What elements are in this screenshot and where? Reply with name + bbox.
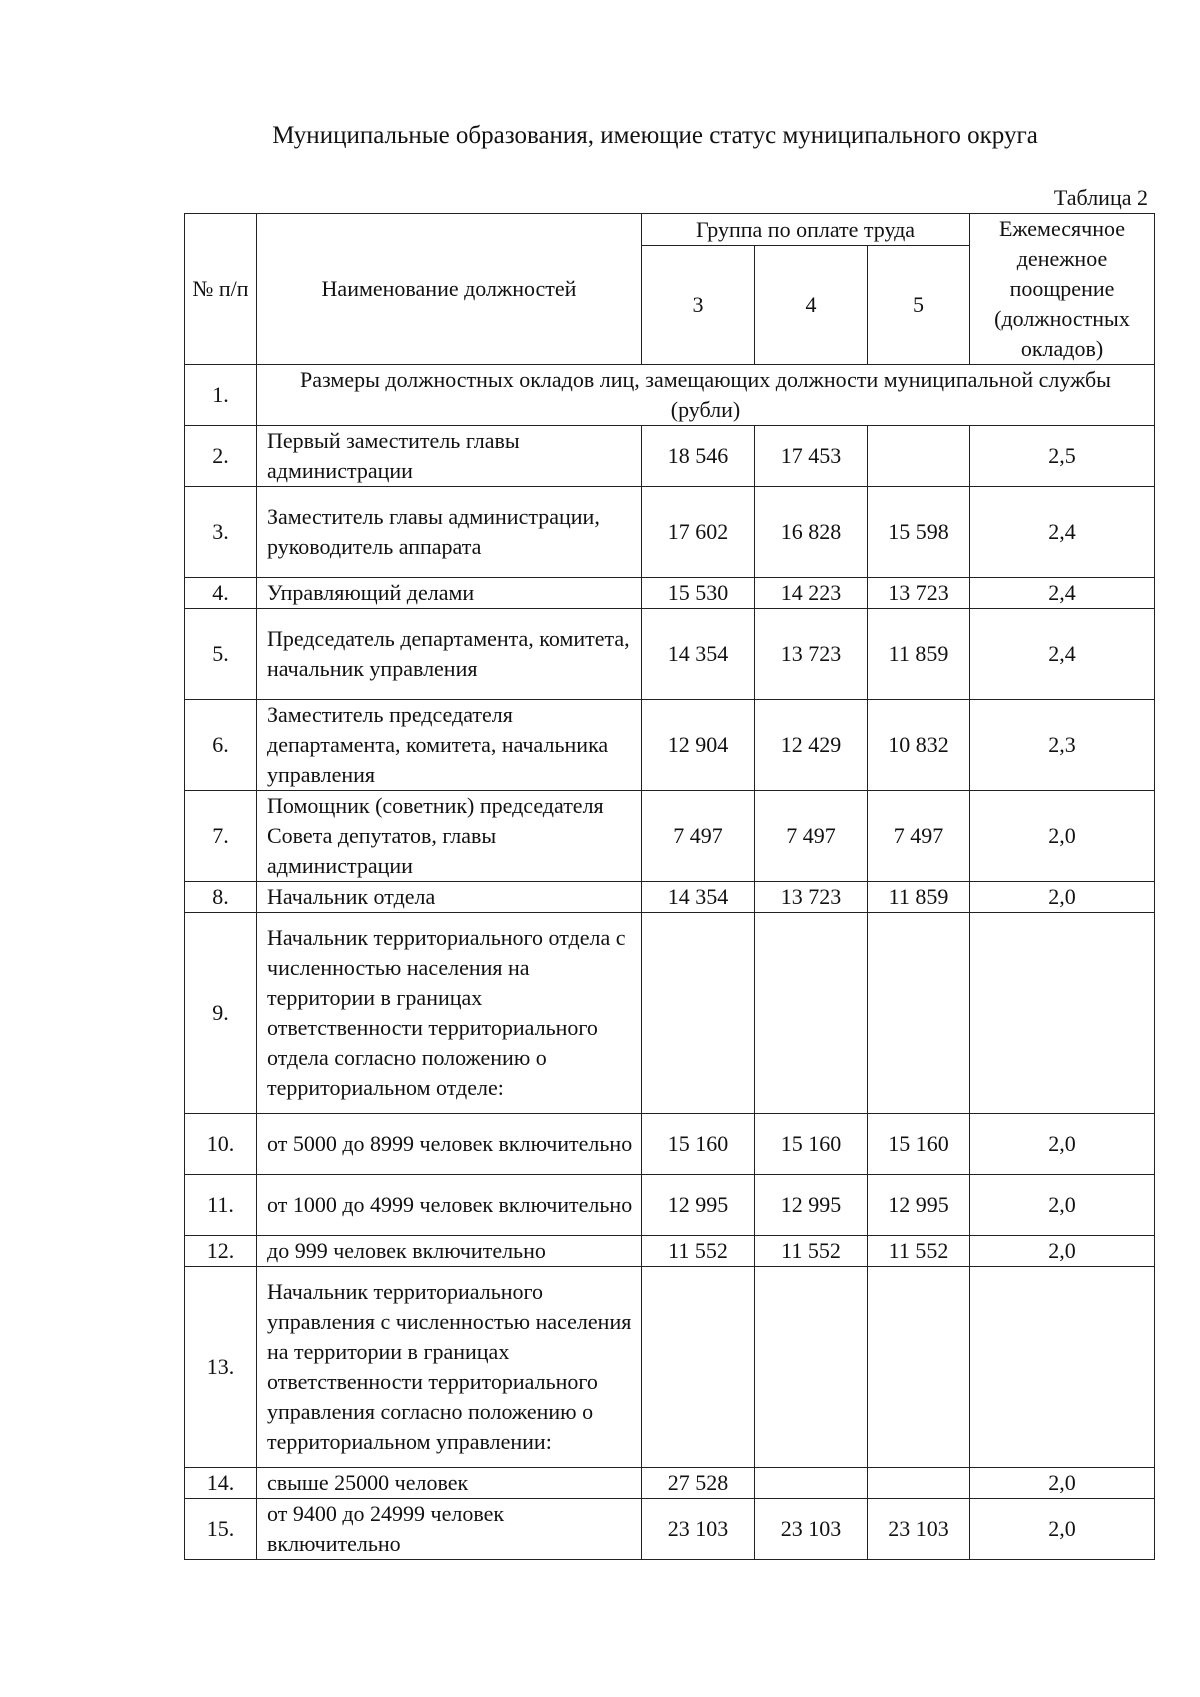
- table-row: [185, 1114, 1155, 1175]
- row-group-4: 11 552: [755, 1236, 868, 1267]
- section-title: Размеры должностных окладов лиц, замещающих должности муниципальной службы (рубли): [257, 365, 1155, 426]
- row-group-4: 13 723: [755, 609, 868, 700]
- row-num: 11.: [185, 1175, 257, 1236]
- row-group-3: 15 160: [642, 1114, 755, 1175]
- row-name: Заместитель председателя департамента, комитета, начальника управления: [257, 700, 642, 791]
- table-row: [185, 1267, 1155, 1468]
- row-group-4: 12 995: [755, 1175, 868, 1236]
- row-group-4: 12 429: [755, 700, 868, 791]
- row-bonus: 2,5: [970, 426, 1155, 487]
- header-group-3: 3: [642, 246, 755, 365]
- row-bonus: 2,0: [970, 1468, 1155, 1499]
- row-group-3: 17 602: [642, 487, 755, 578]
- row-group-4: 13 723: [755, 882, 868, 913]
- row-group-3: 14 354: [642, 609, 755, 700]
- row-group-3: 18 546: [642, 426, 755, 487]
- row-group-5: 11 859: [868, 882, 970, 913]
- header-name: Наименование должностей: [257, 214, 642, 365]
- header-group-4: 4: [755, 246, 868, 365]
- row-group-4: [755, 1468, 868, 1499]
- row-num: 5.: [185, 609, 257, 700]
- row-name: Заместитель главы администрации, руководитель аппарата: [257, 487, 642, 578]
- row-group-4: 7 497: [755, 791, 868, 882]
- row-group-3: [642, 1267, 755, 1468]
- row-bonus: [970, 913, 1155, 1114]
- row-group-3: [642, 913, 755, 1114]
- table-row: [185, 487, 1155, 578]
- row-group-5: 11 552: [868, 1236, 970, 1267]
- row-bonus: 2,0: [970, 791, 1155, 882]
- table-row: [185, 791, 1155, 882]
- row-group-5: 7 497: [868, 791, 970, 882]
- table-row: [185, 426, 1155, 487]
- row-num: 13.: [185, 1267, 257, 1468]
- section-row: [185, 365, 1155, 426]
- header-group-5: 5: [868, 246, 970, 365]
- row-bonus: 2,3: [970, 700, 1155, 791]
- table-row: [185, 609, 1155, 700]
- row-num: 6.: [185, 700, 257, 791]
- row-num: 12.: [185, 1236, 257, 1267]
- table-row: [185, 578, 1155, 609]
- header-row: [185, 214, 1155, 246]
- row-group-3: 27 528: [642, 1468, 755, 1499]
- page-title: Муниципальные образования, имеющие статус муниципального округа: [272, 122, 1038, 149]
- row-name: Начальник территориального отдела с численностью населения на территории в границах ответственности территориального отдела согласно положению о территориальном отделе:: [257, 913, 642, 1114]
- row-name: от 5000 до 8999 человек включительно: [257, 1114, 642, 1175]
- row-group-5: 11 859: [868, 609, 970, 700]
- row-name: свыше 25000 человек: [257, 1468, 642, 1499]
- table-row: [185, 1175, 1155, 1236]
- table-row: [185, 1499, 1155, 1560]
- row-num: 9.: [185, 913, 257, 1114]
- row-group-5: 23 103: [868, 1499, 970, 1560]
- row-group-5: 13 723: [868, 578, 970, 609]
- row-bonus: 2,0: [970, 1236, 1155, 1267]
- row-num: 10.: [185, 1114, 257, 1175]
- table-row: [185, 1468, 1155, 1499]
- row-group-5: 15 598: [868, 487, 970, 578]
- header-group: Группа по оплате труда: [642, 214, 970, 246]
- row-group-4: [755, 1267, 868, 1468]
- row-num: 2.: [185, 426, 257, 487]
- section-num: 1.: [185, 365, 257, 426]
- header-bonus: Ежемесячное денежное поощрение (должностных окладов): [970, 214, 1155, 365]
- table-row: [185, 882, 1155, 913]
- row-bonus: 2,4: [970, 487, 1155, 578]
- row-name: Начальник территориального управления с численностью населения на территории в границах ответственности территориального управления согласно положению о территориальном управлении:: [257, 1267, 642, 1468]
- row-group-3: 11 552: [642, 1236, 755, 1267]
- row-group-5: 15 160: [868, 1114, 970, 1175]
- row-name: до 999 человек включительно: [257, 1236, 642, 1267]
- row-group-5: [868, 426, 970, 487]
- row-bonus: 2,0: [970, 1499, 1155, 1560]
- row-num: 8.: [185, 882, 257, 913]
- row-group-5: 10 832: [868, 700, 970, 791]
- row-group-5: 12 995: [868, 1175, 970, 1236]
- row-group-4: 16 828: [755, 487, 868, 578]
- row-group-3: 23 103: [642, 1499, 755, 1560]
- table-row: [185, 700, 1155, 791]
- table-label: Таблица 2: [1053, 185, 1148, 210]
- row-num: 3.: [185, 487, 257, 578]
- row-bonus: 2,0: [970, 882, 1155, 913]
- header-num: № п/п: [185, 214, 257, 365]
- row-group-4: 14 223: [755, 578, 868, 609]
- row-bonus: 2,0: [970, 1114, 1155, 1175]
- row-bonus: 2,4: [970, 578, 1155, 609]
- row-name: Помощник (советник) председателя Совета депутатов, главы администрации: [257, 791, 642, 882]
- row-name: Первый заместитель главы администрации: [257, 426, 642, 487]
- row-group-4: 17 453: [755, 426, 868, 487]
- table-row: [185, 913, 1155, 1114]
- row-num: 4.: [185, 578, 257, 609]
- row-name: от 9400 до 24999 человек включительно: [257, 1499, 642, 1560]
- row-bonus: [970, 1267, 1155, 1468]
- row-group-4: [755, 913, 868, 1114]
- row-num: 7.: [185, 791, 257, 882]
- salary-table: [184, 213, 1155, 1560]
- row-name: от 1000 до 4999 человек включительно: [257, 1175, 642, 1236]
- row-name: Председатель департамента, комитета, начальник управления: [257, 609, 642, 700]
- row-name: Управляющий делами: [257, 578, 642, 609]
- row-group-3: 12 904: [642, 700, 755, 791]
- row-group-4: 15 160: [755, 1114, 868, 1175]
- row-group-3: 14 354: [642, 882, 755, 913]
- row-group-5: [868, 1468, 970, 1499]
- row-group-3: 12 995: [642, 1175, 755, 1236]
- row-group-5: [868, 913, 970, 1114]
- row-group-3: 7 497: [642, 791, 755, 882]
- row-group-4: 23 103: [755, 1499, 868, 1560]
- row-group-3: 15 530: [642, 578, 755, 609]
- row-group-5: [868, 1267, 970, 1468]
- row-num: 14.: [185, 1468, 257, 1499]
- row-name: Начальник отдела: [257, 882, 642, 913]
- table-row: [185, 1236, 1155, 1267]
- row-num: 15.: [185, 1499, 257, 1560]
- row-bonus: 2,0: [970, 1175, 1155, 1236]
- row-bonus: 2,4: [970, 609, 1155, 700]
